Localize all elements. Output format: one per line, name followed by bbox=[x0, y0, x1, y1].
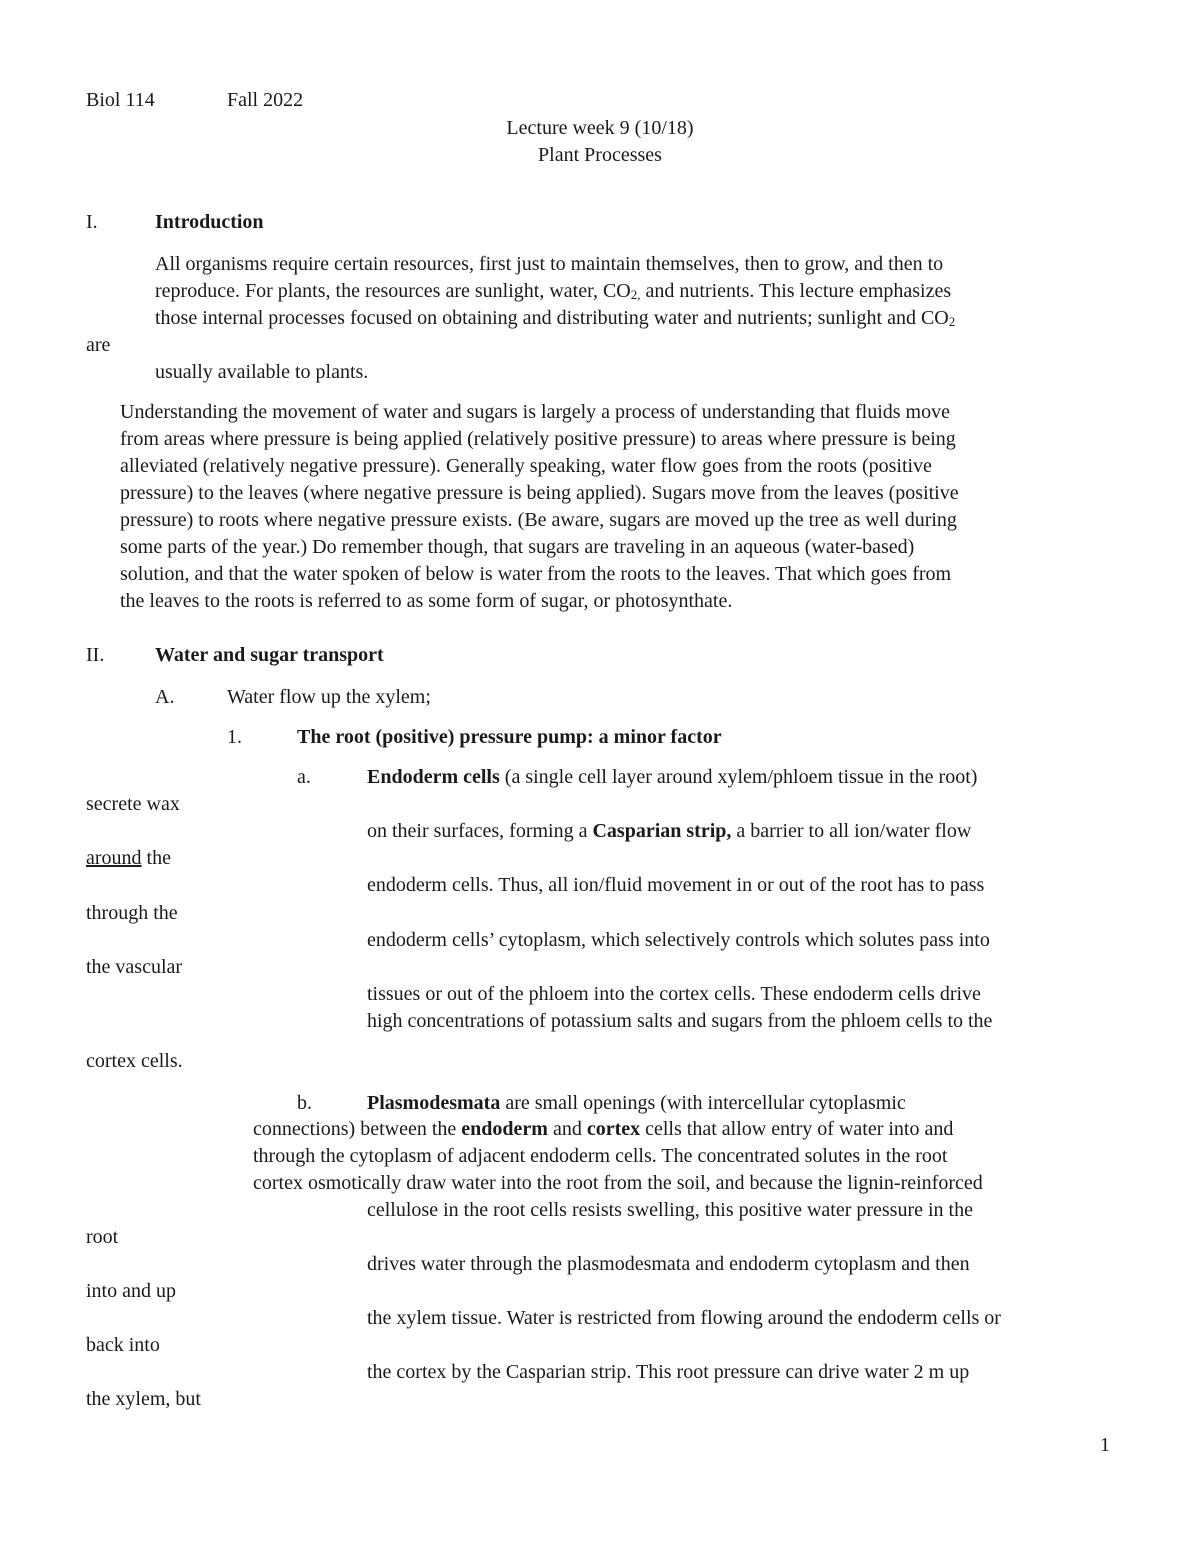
body-line: on their surfaces, forming a Casparian strip, a barrier to all ion/water flow bbox=[367, 820, 972, 842]
subscript: 2, bbox=[630, 287, 641, 302]
section-numeral: I. bbox=[86, 211, 98, 233]
page-number: 1 bbox=[1100, 1434, 1110, 1456]
term: cortex bbox=[586, 1118, 641, 1140]
margin-text: into and up bbox=[86, 1280, 176, 1302]
page-title: Lecture week 9 (10/18) bbox=[506, 117, 694, 139]
body-line: high concentrations of potassium salts and sugars from the phloem cells to the bbox=[367, 1010, 993, 1032]
item-heading: The root (positive) pressure pump: a minor factor bbox=[297, 726, 722, 748]
body-line: endoderm cells’ cytoplasm, which selectively controls which solutes pass into bbox=[367, 929, 990, 951]
section-heading: Water and sugar transport bbox=[155, 644, 384, 666]
body-line: cortex osmotically draw water into the root from the soil, and because the lignin-reinforced bbox=[253, 1172, 983, 1194]
body-line: cellulose in the root cells resists swelling, this positive water pressure in the bbox=[367, 1199, 973, 1221]
term: Plasmodesmata bbox=[367, 1092, 501, 1114]
intro-line: All organisms require certain resources, first just to maintain themselves, then to grow, and then to bbox=[155, 253, 944, 275]
margin-text: root bbox=[86, 1226, 119, 1248]
body-line: tissues or out of the phloem into the cortex cells. These endoderm cells drive bbox=[367, 983, 981, 1005]
section-numeral: II. bbox=[86, 644, 105, 666]
margin-text: secrete wax bbox=[86, 793, 180, 815]
intro-line: are bbox=[86, 334, 111, 356]
intro-line: reproduce. For plants, the resources are sunlight, water, $CO_{2,}$ and nutrients. This lecture emphasizes bbox=[155, 280, 952, 302]
body-line: drives water through the plasmodesmata and endoderm cytoplasm and then bbox=[367, 1253, 970, 1275]
term: Fall 2022 bbox=[227, 89, 304, 111]
body-line: connections) between the endoderm and cortex cells that allow entry of water into and bbox=[253, 1118, 954, 1140]
page-subtitle: Plant Processes bbox=[538, 144, 662, 166]
section-heading: Introduction bbox=[155, 211, 264, 233]
margin-text: the xylem, but bbox=[86, 1388, 201, 1410]
margin-text: the vascular bbox=[86, 956, 183, 978]
subsection-label: A. bbox=[155, 686, 175, 708]
body-line: alleviated (relatively negative pressure). Generally speaking, water flow goes from the roots (positive bbox=[120, 455, 932, 477]
body-line: Plasmodesmata are small openings (with intercellular cytoplasmic bbox=[367, 1092, 906, 1114]
margin-text: around the bbox=[86, 847, 171, 869]
subscript: 2 bbox=[948, 314, 956, 329]
margin-text: cortex cells. bbox=[86, 1050, 183, 1072]
course-code: Biol 114 bbox=[86, 89, 155, 111]
subitem-label: a. bbox=[297, 766, 311, 788]
item-label: 1. bbox=[227, 726, 242, 748]
body-line: from areas where pressure is being applied (relatively positive pressure) to areas where pressure is being bbox=[120, 428, 956, 450]
body-line: through the cytoplasm of adjacent endoderm cells. The concentrated solutes in the root bbox=[253, 1145, 948, 1167]
term: Casparian strip, bbox=[592, 820, 732, 842]
margin-text: back into bbox=[86, 1334, 160, 1356]
body-line: pressure) to roots where negative pressure exists. (Be aware, sugars are moved up the tree as well during bbox=[120, 509, 957, 531]
subitem-label: b. bbox=[297, 1092, 312, 1114]
subsection-text: Water flow up the xylem; bbox=[227, 686, 431, 708]
term: Endoderm cells bbox=[367, 766, 500, 788]
intro-line: usually available to plants. bbox=[155, 361, 369, 383]
body-line: Endoderm cells (a single cell layer around xylem/phloem tissue in the root) bbox=[367, 766, 978, 788]
term: endoderm bbox=[461, 1118, 548, 1140]
body-line: pressure) to the leaves (where negative pressure is being applied). Sugars move from the leaves (positive bbox=[120, 482, 959, 504]
body-line: the cortex by the Casparian strip. This root pressure can drive water 2 m up bbox=[367, 1361, 970, 1383]
margin-text: through the bbox=[86, 902, 178, 924]
body-line: the xylem tissue. Water is restricted from flowing around the endoderm cells or bbox=[367, 1307, 1001, 1329]
body-line: solution, and that the water spoken of below is water from the roots to the leaves. That which goes from bbox=[120, 563, 952, 585]
body-line: Understanding the movement of water and sugars is largely a process of understanding that fluids move bbox=[120, 401, 950, 423]
intro-line: those internal processes focused on obtaining and distributing water and nutrients; sunlight and $CO_2$ bbox=[155, 307, 956, 329]
body-line: the leaves to the roots is referred to as some form of sugar, or photosynthate. bbox=[120, 590, 733, 612]
body-line: endoderm cells. Thus, all ion/fluid movement in or out of the root has to pass bbox=[367, 874, 985, 896]
body-line: some parts of the year.) Do remember though, that sugars are traveling in an aqueous (water-based) bbox=[120, 536, 915, 558]
